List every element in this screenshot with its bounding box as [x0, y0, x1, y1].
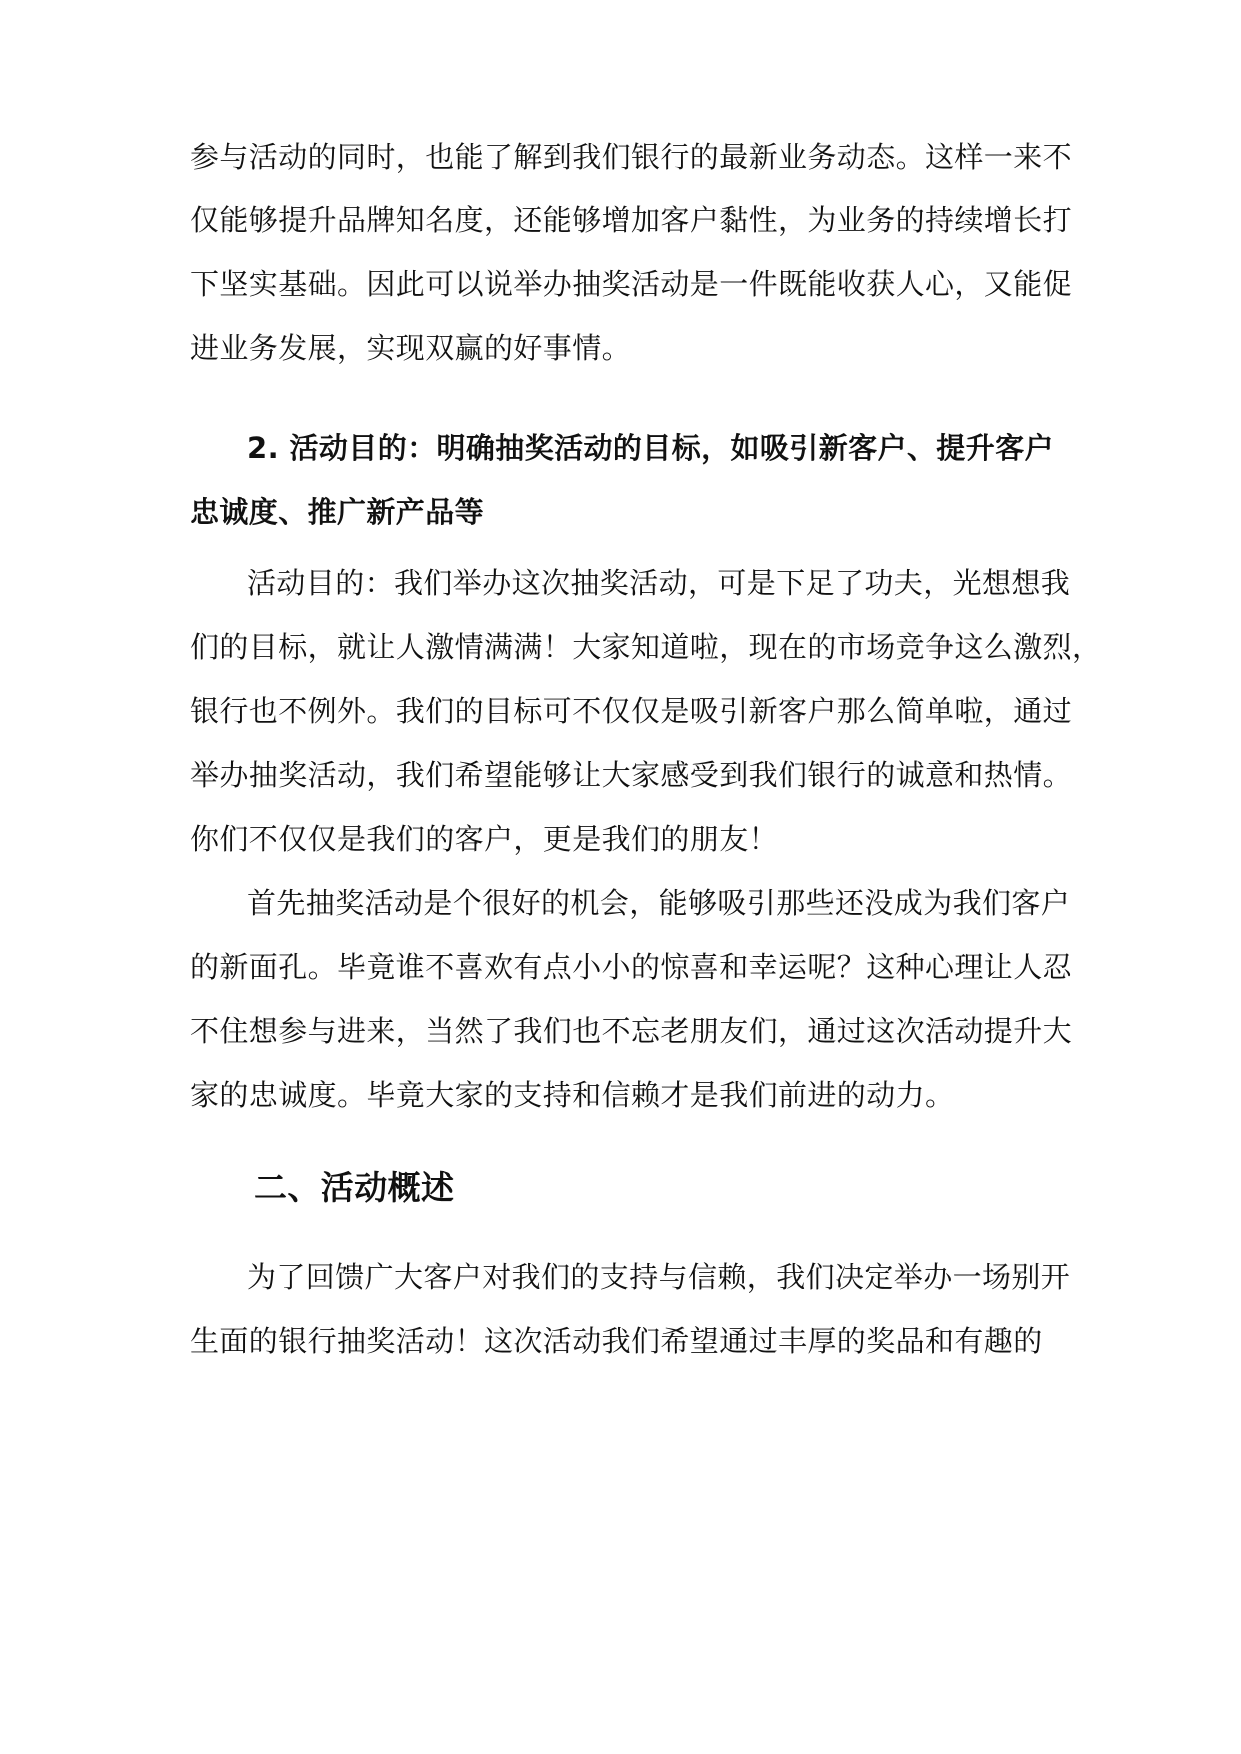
body-text-line: 进业务发展，实现双赢的好事情。	[190, 331, 632, 365]
body-text-line: 银行也不例外。我们的目标可不仅仅是吸引新客户那么简单啦，通过	[190, 694, 1073, 728]
body-text-line: 们的目标，就让人激情满满！大家知道啦，现在的市场竞争这么激烈，	[190, 630, 1102, 664]
body-text-line: 家的忠诚度。毕竟大家的支持和信赖才是我们前进的动力。	[190, 1078, 955, 1112]
body-text-line: 的新面孔。毕竟谁不喜欢有点小小的惊喜和幸运呢？这种心理让人忍	[190, 950, 1073, 984]
section-title: 忠诚度、推广新产品等	[190, 495, 485, 529]
body-text-line: 为了回馈广大客户对我们的支持与信赖，我们决定举办一场别开	[247, 1260, 1071, 1294]
body-text-line: 仅能够提升品牌知名度，还能够增加客户黏性，为业务的持续增长打	[190, 203, 1073, 237]
body-text-line: 举办抽奖活动，我们希望能够让大家感受到我们银行的诚意和热情。	[190, 758, 1073, 792]
body-text-line: 你们不仅仅是我们的客户，更是我们的朋友！	[190, 822, 779, 856]
section-title: 2. 活动目的：明确抽奖活动的目标，如吸引新客户、提升客户	[247, 431, 1054, 465]
body-text-line: 参与活动的同时，也能了解到我们银行的最新业务动态。这样一来不	[190, 140, 1073, 174]
body-text-line: 不住想参与进来，当然了我们也不忘老朋友们，通过这次活动提升大	[190, 1014, 1073, 1048]
body-text-line: 生面的银行抽奖活动！这次活动我们希望通过丰厚的奖品和有趣的	[190, 1324, 1043, 1358]
body-text-line: 首先抽奖活动是个很好的机会，能够吸引那些还没成为我们客户	[247, 886, 1071, 920]
body-text-line: 活动目的：我们举办这次抽奖活动，可是下足了功夫，光想想我	[247, 566, 1071, 600]
body-text-line: 下坚实基础。因此可以说举办抽奖活动是一件既能收获人心，又能促	[190, 267, 1073, 301]
section-heading: 二、活动概述	[254, 1168, 455, 1207]
